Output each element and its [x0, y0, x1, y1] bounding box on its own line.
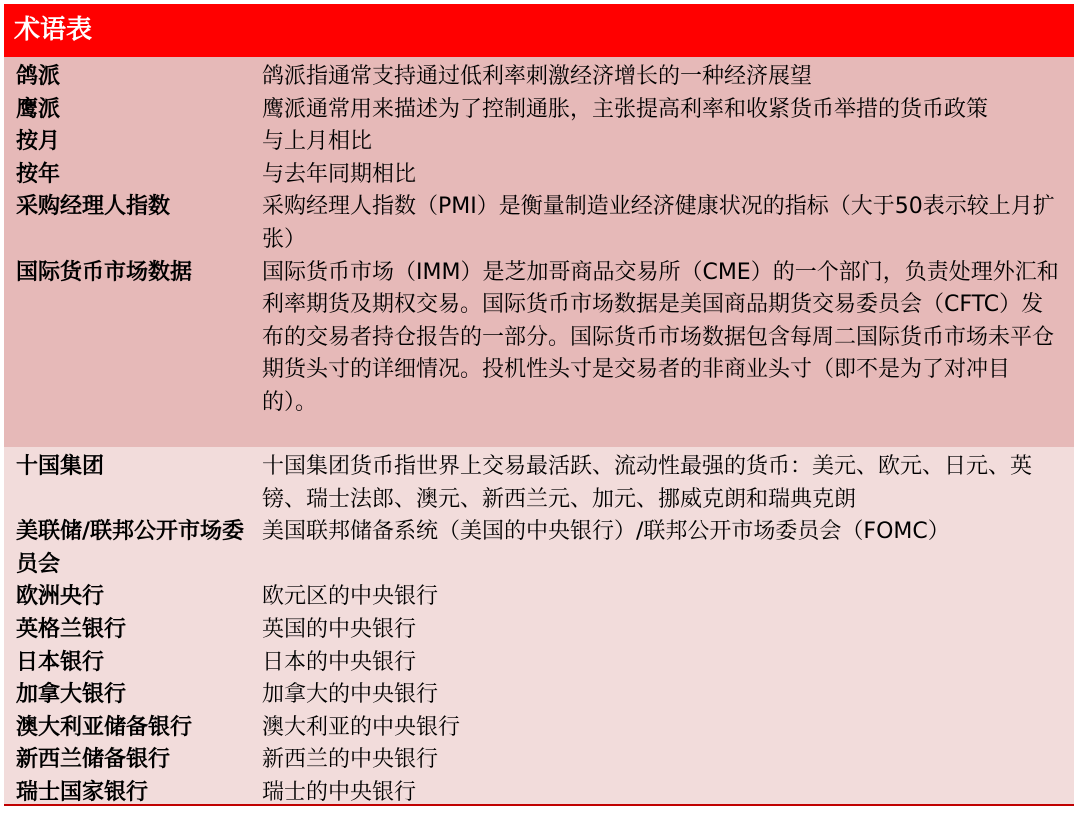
glossary-term: 采购经理人指数: [16, 194, 171, 220]
glossary-definition: 加拿大的中央银行: [262, 682, 439, 708]
glossary-term: 澳大利亚储备银行: [16, 714, 193, 740]
glossary-row: [4, 581, 1074, 614]
glossary-title: 术语表: [4, 4, 1074, 57]
glossary-term: 鸽派: [16, 64, 61, 89]
glossary-row: [4, 744, 1074, 777]
glossary-definition: 新西兰的中央银行: [262, 747, 439, 773]
glossary-row: [4, 712, 1074, 745]
glossary-definition: 与上月相比: [262, 129, 373, 155]
glossary-term: 美联储/联邦公开市场委员会: [16, 519, 245, 577]
glossary-table: [4, 4, 1074, 806]
glossary-row: [4, 61, 1074, 94]
glossary-definition: 美国联邦储备系统（美国的中央银行）/联邦公开市场委员会（FOMC）: [262, 519, 950, 545]
glossary-term: 按年: [16, 161, 61, 187]
glossary-term: 英格兰银行: [16, 616, 127, 642]
glossary-definition: 欧元区的中央银行: [262, 584, 439, 610]
glossary-row: [4, 257, 1074, 420]
glossary-row: [4, 647, 1074, 680]
glossary-definition: 采购经理人指数（PMI）是衡量制造业经济健康状况的指标（大于50表示较上月扩张）: [262, 194, 1055, 252]
glossary-definition: 与去年同期相比: [262, 161, 417, 187]
glossary-term: 瑞士国家银行: [16, 779, 149, 805]
glossary-row: [4, 516, 1074, 581]
glossary-term: 国际货币市场数据: [16, 259, 193, 285]
glossary-row: [4, 94, 1074, 127]
glossary-term: 日本银行: [16, 649, 105, 675]
glossary-definition: 瑞士的中央银行: [262, 779, 417, 805]
glossary-row: [4, 451, 1074, 516]
glossary-row: [4, 159, 1074, 192]
glossary-row: [4, 679, 1074, 712]
glossary-definition: 澳大利亚的中央银行: [262, 714, 461, 740]
glossary-definition: 英国的中央银行: [262, 616, 417, 642]
glossary-term: 新西兰储备银行: [16, 747, 171, 773]
glossary-term: 鹰派: [16, 96, 61, 122]
glossary-term: 十国集团: [16, 454, 105, 479]
glossary-section-market-terms: [4, 57, 1074, 447]
glossary-term: 按月: [16, 129, 61, 155]
glossary-definition: 日本的中央银行: [262, 649, 417, 675]
glossary-row: [4, 614, 1074, 647]
glossary-definition: 国际货币市场（IMM）是芝加哥商品交易所（CME）的一个部门，负责处理外汇和利率期货及期权交易。国际货币市场数据是美国商品期货交易委员会（CFTC）发布的交易者持仓报告的一部分。国际货币市场数据包含每周二国际货币市场未平仓期货头寸的详细情况。投机性头寸是交易者的非商业头寸（即不是为了对冲目的）。: [262, 259, 1059, 415]
glossary-section-currencies-banks: [4, 447, 1074, 804]
glossary-term: 欧洲央行: [16, 584, 105, 610]
glossary-row: [4, 777, 1074, 806]
glossary-definition: 鸽派指通常支持通过低利率刺激经济增长的一种经济展望: [262, 64, 813, 89]
glossary-row: [4, 126, 1074, 159]
glossary-definition: 十国集团货币指世界上交易最活跃、流动性最强的货币：美元、欧元、日元、英镑、瑞士法郎、澳元、新西兰元、加元、挪威克朗和瑞典克朗: [262, 454, 1033, 512]
glossary-definition: 鹰派通常用来描述为了控制通胀，主张提高利率和收紧货币举措的货币政策: [262, 96, 989, 122]
glossary-row: [4, 191, 1074, 256]
glossary-term: 加拿大银行: [16, 682, 127, 708]
